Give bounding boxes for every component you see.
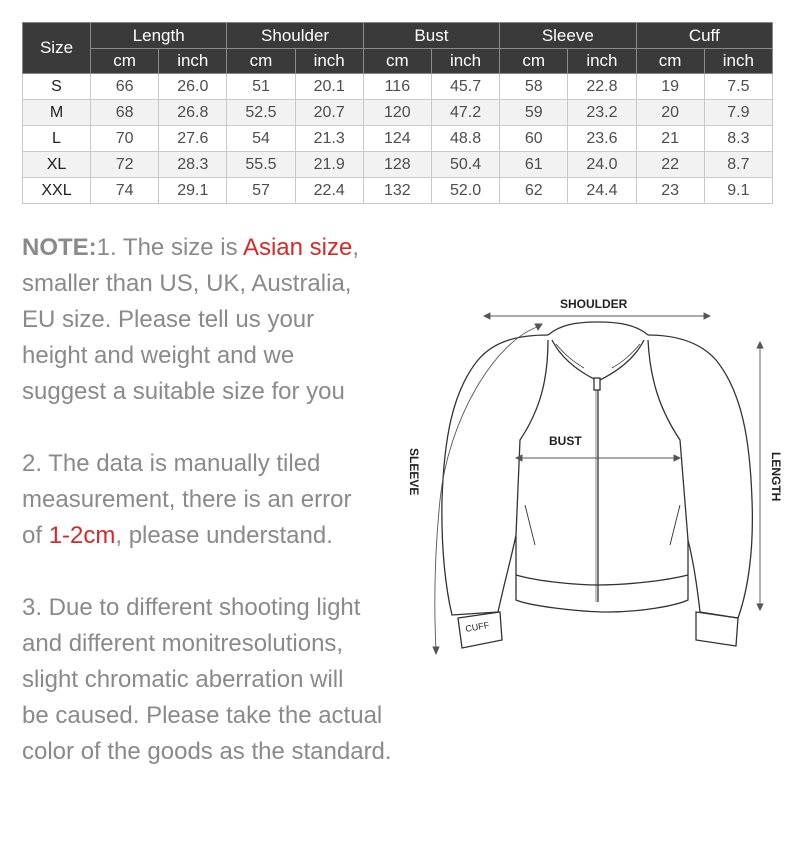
measurement-cell: 22.4 bbox=[295, 178, 363, 204]
measurement-cell: 28.3 bbox=[159, 152, 227, 178]
hem-band bbox=[516, 575, 688, 585]
right-cuff bbox=[696, 612, 738, 646]
unit-header: inch bbox=[568, 49, 636, 74]
sleeve-label: SLEEVE bbox=[407, 448, 421, 496]
measurement-cell: 55.5 bbox=[227, 152, 295, 178]
table-row bbox=[23, 100, 773, 126]
measurement-cell: 19 bbox=[636, 74, 704, 100]
size-chart-table bbox=[22, 22, 773, 204]
size-cell: XL bbox=[23, 152, 91, 178]
measurement-cell: 8.3 bbox=[704, 126, 772, 152]
measurement-cell: 20.7 bbox=[295, 100, 363, 126]
measurement-cell: 29.1 bbox=[159, 178, 227, 204]
error-range-highlight: 1-2cm bbox=[48, 522, 116, 549]
measurement-cell: 59 bbox=[500, 100, 568, 126]
note-2 bbox=[22, 446, 462, 554]
size-cell: L bbox=[23, 126, 91, 152]
note-3 bbox=[22, 590, 462, 770]
measurement-cell: 132 bbox=[363, 178, 431, 204]
size-cell: XXL bbox=[23, 178, 91, 204]
cuff-label: CUFF bbox=[464, 619, 490, 634]
measurement-cell: 120 bbox=[363, 100, 431, 126]
measurement-cell: 24.0 bbox=[568, 152, 636, 178]
jacket-measurement-diagram bbox=[400, 290, 790, 670]
unit-header: inch bbox=[704, 49, 772, 74]
size-cell: S bbox=[23, 74, 91, 100]
measurement-cell: 9.1 bbox=[704, 178, 772, 204]
measurement-cell: 58 bbox=[500, 74, 568, 100]
note-1-line: NOTE:1. The size is Asian size, bbox=[22, 234, 360, 261]
note-2-line: of 1-2cm, please understand. bbox=[22, 522, 333, 549]
size-header: Size bbox=[23, 23, 91, 74]
measurement-cell: 57 bbox=[227, 178, 295, 204]
measurement-cell: 47.2 bbox=[431, 100, 499, 126]
measurement-cell: 21.9 bbox=[295, 152, 363, 178]
note-1-line: smaller than US, UK, Australia, bbox=[22, 270, 352, 297]
measurement-cell: 7.5 bbox=[704, 74, 772, 100]
note-1-line: suggest a suitable size for you bbox=[22, 378, 345, 405]
measurement-cell: 52.0 bbox=[431, 178, 499, 204]
unit-header: cm bbox=[227, 49, 295, 74]
asian-size-highlight: Asian size bbox=[242, 234, 353, 261]
note-1-line: EU size. Please tell us your bbox=[22, 306, 315, 333]
measurement-cell: 45.7 bbox=[431, 74, 499, 100]
right-raglan-seam bbox=[648, 340, 688, 540]
measurement-cell: 74 bbox=[91, 178, 159, 204]
unit-header: inch bbox=[431, 49, 499, 74]
measurement-cell: 70 bbox=[91, 126, 159, 152]
note-1 bbox=[22, 230, 462, 410]
collar-right bbox=[600, 340, 644, 380]
shoulder-label: SHOULDER bbox=[560, 297, 628, 311]
measurement-cell: 20 bbox=[636, 100, 704, 126]
measurement-cell: 8.7 bbox=[704, 152, 772, 178]
note-2-line: 2. The data is manually tiled bbox=[22, 450, 321, 477]
measurement-cell: 60 bbox=[500, 126, 568, 152]
bust-label: BUST bbox=[549, 434, 582, 448]
measurement-cell: 21 bbox=[636, 126, 704, 152]
unit-header: inch bbox=[295, 49, 363, 74]
group-header-shoulder: Shoulder bbox=[227, 23, 363, 49]
note-2-line: measurement, there is an error bbox=[22, 486, 352, 513]
note-label: NOTE: bbox=[22, 234, 97, 261]
measurement-cell: 68 bbox=[91, 100, 159, 126]
right-pocket bbox=[670, 505, 680, 545]
measurement-cell: 23 bbox=[636, 178, 704, 204]
table-row bbox=[23, 178, 773, 204]
note-1-line: height and weight and we bbox=[22, 342, 295, 369]
measurement-cell: 7.9 bbox=[704, 100, 772, 126]
measurement-cell: 22 bbox=[636, 152, 704, 178]
measurement-cell: 52.5 bbox=[227, 100, 295, 126]
collar-left bbox=[552, 340, 596, 380]
measurement-cell: 23.2 bbox=[568, 100, 636, 126]
measurement-cell: 50.4 bbox=[431, 152, 499, 178]
measurement-cell: 21.3 bbox=[295, 126, 363, 152]
table-row bbox=[23, 74, 773, 100]
measurement-cell: 72 bbox=[91, 152, 159, 178]
unit-header: cm bbox=[91, 49, 159, 74]
left-pocket bbox=[525, 505, 535, 545]
measurement-cell: 23.6 bbox=[568, 126, 636, 152]
note-3-line: slight chromatic aberration will bbox=[22, 666, 344, 693]
measurement-cell: 66 bbox=[91, 74, 159, 100]
collar-top bbox=[548, 322, 648, 335]
note-3-line: 3. Due to different shooting light bbox=[22, 594, 361, 621]
measurement-cell: 62 bbox=[500, 178, 568, 204]
zipper-pull bbox=[594, 378, 600, 390]
measurement-cell: 61 bbox=[500, 152, 568, 178]
note-3-line: color of the goods as the standard. bbox=[22, 738, 392, 765]
collar-ribbing bbox=[556, 344, 640, 368]
length-label: LENGTH bbox=[769, 452, 783, 502]
unit-header: inch bbox=[159, 49, 227, 74]
unit-header: cm bbox=[500, 49, 568, 74]
measurement-cell: 128 bbox=[363, 152, 431, 178]
measurement-cell: 20.1 bbox=[295, 74, 363, 100]
note-3-line: be caused. Please take the actual bbox=[22, 702, 383, 729]
notes bbox=[22, 230, 462, 806]
group-header-bust: Bust bbox=[363, 23, 499, 49]
size-cell: M bbox=[23, 100, 91, 126]
group-header-sleeve: Sleeve bbox=[500, 23, 636, 49]
measurement-cell: 27.6 bbox=[159, 126, 227, 152]
note-3-line: and different monitresolutions, bbox=[22, 630, 344, 657]
measurement-cell: 51 bbox=[227, 74, 295, 100]
left-raglan-seam bbox=[516, 340, 548, 535]
group-header-length: Length bbox=[91, 23, 227, 49]
measurement-cell: 22.8 bbox=[568, 74, 636, 100]
measurement-cell: 26.0 bbox=[159, 74, 227, 100]
measurement-cell: 24.4 bbox=[568, 178, 636, 204]
sleeve-arrow bbox=[435, 326, 540, 650]
measurement-cell: 26.8 bbox=[159, 100, 227, 126]
measurement-cell: 54 bbox=[227, 126, 295, 152]
unit-header: cm bbox=[363, 49, 431, 74]
size-table-body bbox=[23, 74, 773, 204]
unit-header: cm bbox=[636, 49, 704, 74]
measurement-cell: 48.8 bbox=[431, 126, 499, 152]
measurement-cell: 124 bbox=[363, 126, 431, 152]
measurement-cell: 116 bbox=[363, 74, 431, 100]
table-row bbox=[23, 152, 773, 178]
group-header-cuff: Cuff bbox=[636, 23, 773, 49]
table-row bbox=[23, 126, 773, 152]
